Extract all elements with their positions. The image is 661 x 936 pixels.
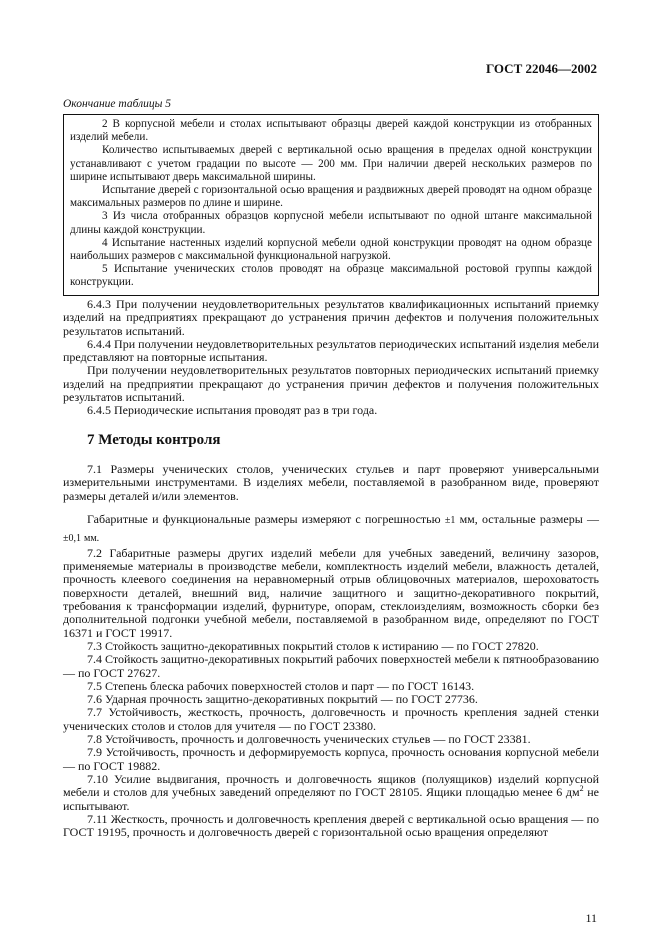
- paragraph-text: не испытывают.: [63, 785, 599, 813]
- paragraph-7-5: 7.5 Степень блеска рабочих поверхностей столов и парт — по ГОСТ 16143.: [87, 678, 475, 693]
- paragraph-6-4-5: 6.4.5 Периодические испытания проводят раз в три года.: [87, 403, 378, 418]
- paragraph-6-4-4: 6.4.4 При получении неудовлетворительных результатов периодических испытаний изделия мебели представляют на повторные испытания.: [63, 336, 599, 365]
- paragraph-7-11: 7.11 Жесткость, прочность и долговечность крепления дверей с вертикальной осью вращения — по ГОСТ 19195, прочность и долговечность дверей с горизонтальной осью вращения определяют: [63, 811, 599, 840]
- paragraph-7-3: 7.3 Стойкость защитно-декоративных покрытий столов к истиранию — по ГОСТ 27820.: [87, 638, 539, 653]
- page-number: 11: [585, 911, 597, 925]
- table-note: 2 В корпусной мебели и столах испытывают образцы дверей каждой конструкции из отобранных изделий мебели.: [70, 118, 592, 144]
- table-notes-box: [63, 114, 599, 296]
- tolerance-text: мм, остальные размеры —: [459, 511, 599, 526]
- paragraph-7-10: [63, 773, 599, 813]
- section-heading: 7 Методы контроля: [87, 431, 221, 448]
- table-note: 3 Из числа отобранных образцов корпусной мебели испытывают по одной штанге максимальной длины каждой конструкции.: [70, 210, 592, 236]
- paragraph-tolerance: [63, 511, 599, 547]
- table-note: 4 Испытание настенных изделий корпусной мебели одной конструкции проводят на одном образце наибольших размеров с максимальной функциональной нагрузкой.: [70, 236, 592, 263]
- tolerance-unit: мм.: [84, 532, 100, 544]
- table-note: Количество испытываемых дверей с вертикальной осью вращения в пределах одной конструкции устанавливают с учетом градации по высоте — 200 мм. При наличии дверей нескольких размеров по ширине испытывают дверь максимальной ширины.: [70, 144, 592, 183]
- paragraph-7-1: 7.1 Размеры ученических столов, ученических стульев и парт проверяют универсальными измерительными инструментами. В изделиях мебели, поставляемой в разобранном виде, проверяют размеры деталей и/или элементов.: [63, 461, 599, 503]
- tolerance-value: ±1: [444, 514, 456, 526]
- paragraph-7-8: 7.8 Устойчивость, прочность и долговечность ученических стульев — по ГОСТ 23381.: [87, 732, 531, 747]
- paragraph-repeat-tests: При получении неудовлетворительных результатов повторных периодических испытаний приемку изделий на предприятии прекращают до устранения причин дефектов и получения положительных результатов испытаний.: [63, 363, 599, 405]
- tolerance-text: Габаритные и функциональные размеры измеряют с погрешностью: [87, 511, 441, 526]
- main-text: [63, 298, 599, 839]
- paragraph-7-7: 7.7 Устойчивость, жесткость, прочность, долговечность и прочность крепления задней стенки ученических столов и столов для учителя — по ГОСТ 23380.: [63, 705, 599, 733]
- paragraph-text: 7.10 Усилие выдвигания, прочность и долговечность ящиков (полуящиков) изделий корпусной мебели и столов для учебных заведений определяют по ГОСТ 28105. Ящики площадью менее 6 дм: [63, 771, 599, 800]
- document-header-standard: ГОСТ 22046—2002: [485, 61, 597, 76]
- paragraph-7-2: 7.2 Габаритные размеры других изделий мебели для учебных заведений, величину зазоров, применяемые материалы в производстве мебели, комплектность изделий мебели, влажность деталей, прочность клеевого соединения на неравномерный отрыв облицовочных материалов, шероховатость поверхности деталей, внешний вид, наличие защитного и защитно-декоративного покрытий, требования к трансформации изделий, фурнитуре, опорам, стеклоизделиям, возможность сборки без дополнительной подгонки учебной мебели, поставляемой в разобранном виде, определяют по ГОСТ 16371 и ГОСТ 19917.: [63, 545, 599, 640]
- paragraph-6-4-3: 6.4.3 При получении неудовлетворительных результатов квалификационных испытаний приемку изделий на предприятиях прекращают до устранения причин дефектов и получения положительных результатов испытаний.: [63, 297, 599, 338]
- tolerance-value: ±0,1: [63, 532, 81, 544]
- paragraph-7-9: 7.9 Устойчивость, прочность и деформируемость корпуса, прочность основания корпусной мебели — по ГОСТ 19882.: [63, 745, 599, 773]
- superscript: 2: [579, 784, 584, 794]
- table-note: 5 Испытание ученических столов проводят на образце максимальной ростовой группы каждой конструкции.: [70, 263, 592, 289]
- table-continuation-caption: Окончание таблицы 5: [63, 98, 171, 110]
- paragraph-7-6: 7.6 Ударная прочность защитно-декоративных покрытий — по ГОСТ 27736.: [87, 692, 478, 707]
- paragraph-7-4: 7.4 Стойкость защитно-декоративных покрытий рабочих поверхностей мебели к пятнообразованию — по ГОСТ 27627.: [63, 652, 599, 680]
- table-note: Испытание дверей с горизонтальной осью вращения и раздвижных дверей проводят на одном образце максимальных размеров по длине и ширине.: [70, 184, 592, 210]
